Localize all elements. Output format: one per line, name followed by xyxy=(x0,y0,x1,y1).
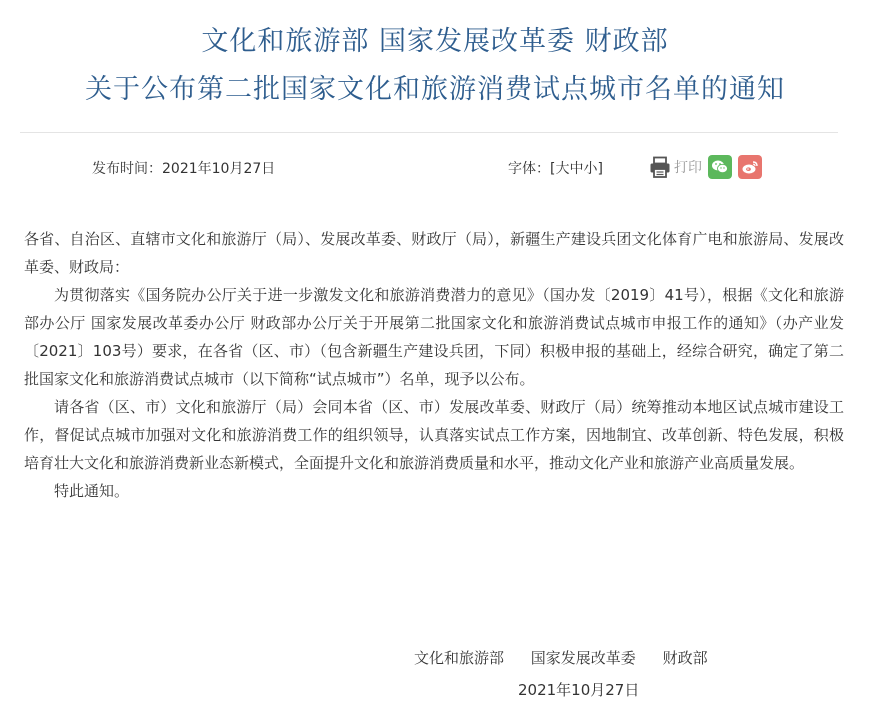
notice-title-issuers: 文化和旅游部 国家发展改革委 财政部 xyxy=(201,26,669,57)
font-size-control[interactable]: 字体：[大中小] xyxy=(508,161,603,177)
body-paragraph-2: 请各省（区、市）文化和旅游厅（局）会同本省（区、市）发展改革委、财政厅（局）统筹推动本地区试点城市建设工作，督促试点城市加强对文化和旅游消费工作的组织领导，认真落实试点工作方案，因地制宜、改革创新、特色发展，积极培育壮大文化和旅游消费新业态新模式，全面提升文化和旅游消费质量和水平，推动文化产业和旅游产业高质量发展。 xyxy=(24,398,844,472)
notice-body xyxy=(24,225,844,505)
signature-organizations xyxy=(414,644,708,672)
closing-remark: 特此通知。 xyxy=(54,482,130,500)
signature-org-culture-tourism: 文化和旅游部 xyxy=(414,649,505,667)
title-divider xyxy=(20,132,838,133)
signature-org-ndrc: 国家发展改革委 xyxy=(530,649,636,667)
salutation: 各省、自治区、直辖市文化和旅游厅（局）、发展改革委、财政厅（局），新疆生产建设兵团文化体育广电和旅游局、发展改革委、财政局： xyxy=(24,230,844,276)
notice-title-subject: 关于公布第二批国家文化和旅游消费试点城市名单的通知 xyxy=(85,74,785,105)
weibo-share-icon[interactable] xyxy=(738,155,762,179)
signature-date: 2021年10月27日 xyxy=(518,681,640,699)
signature-org-finance: 财政部 xyxy=(662,649,708,667)
printer-icon[interactable] xyxy=(648,155,672,179)
publish-time: 发布时间：2021年10月27日 xyxy=(92,161,276,177)
body-paragraph-1: 为贯彻落实《国务院办公厅关于进一步激发文化和旅游消费潜力的意见》（国办发〔2019〕41号），根据《文化和旅游部办公厅 国家发展改革委办公厅 财政部办公厅关于开展第二批国家文化和旅游消费试点城市申报工作的通知》（办产业发〔2021〕103号）要求，在各省（区、市）（包含新疆生产建设兵团，下同）积极申报的基础上，经综合研究，确定了第二批国家文化和旅游消费试点城市（以下简称“试点城市”）名单，现予以公布。 xyxy=(24,286,844,388)
wechat-share-icon[interactable] xyxy=(708,155,732,179)
print-button[interactable]: 打印 xyxy=(674,160,702,176)
share-toolbar xyxy=(648,153,768,181)
